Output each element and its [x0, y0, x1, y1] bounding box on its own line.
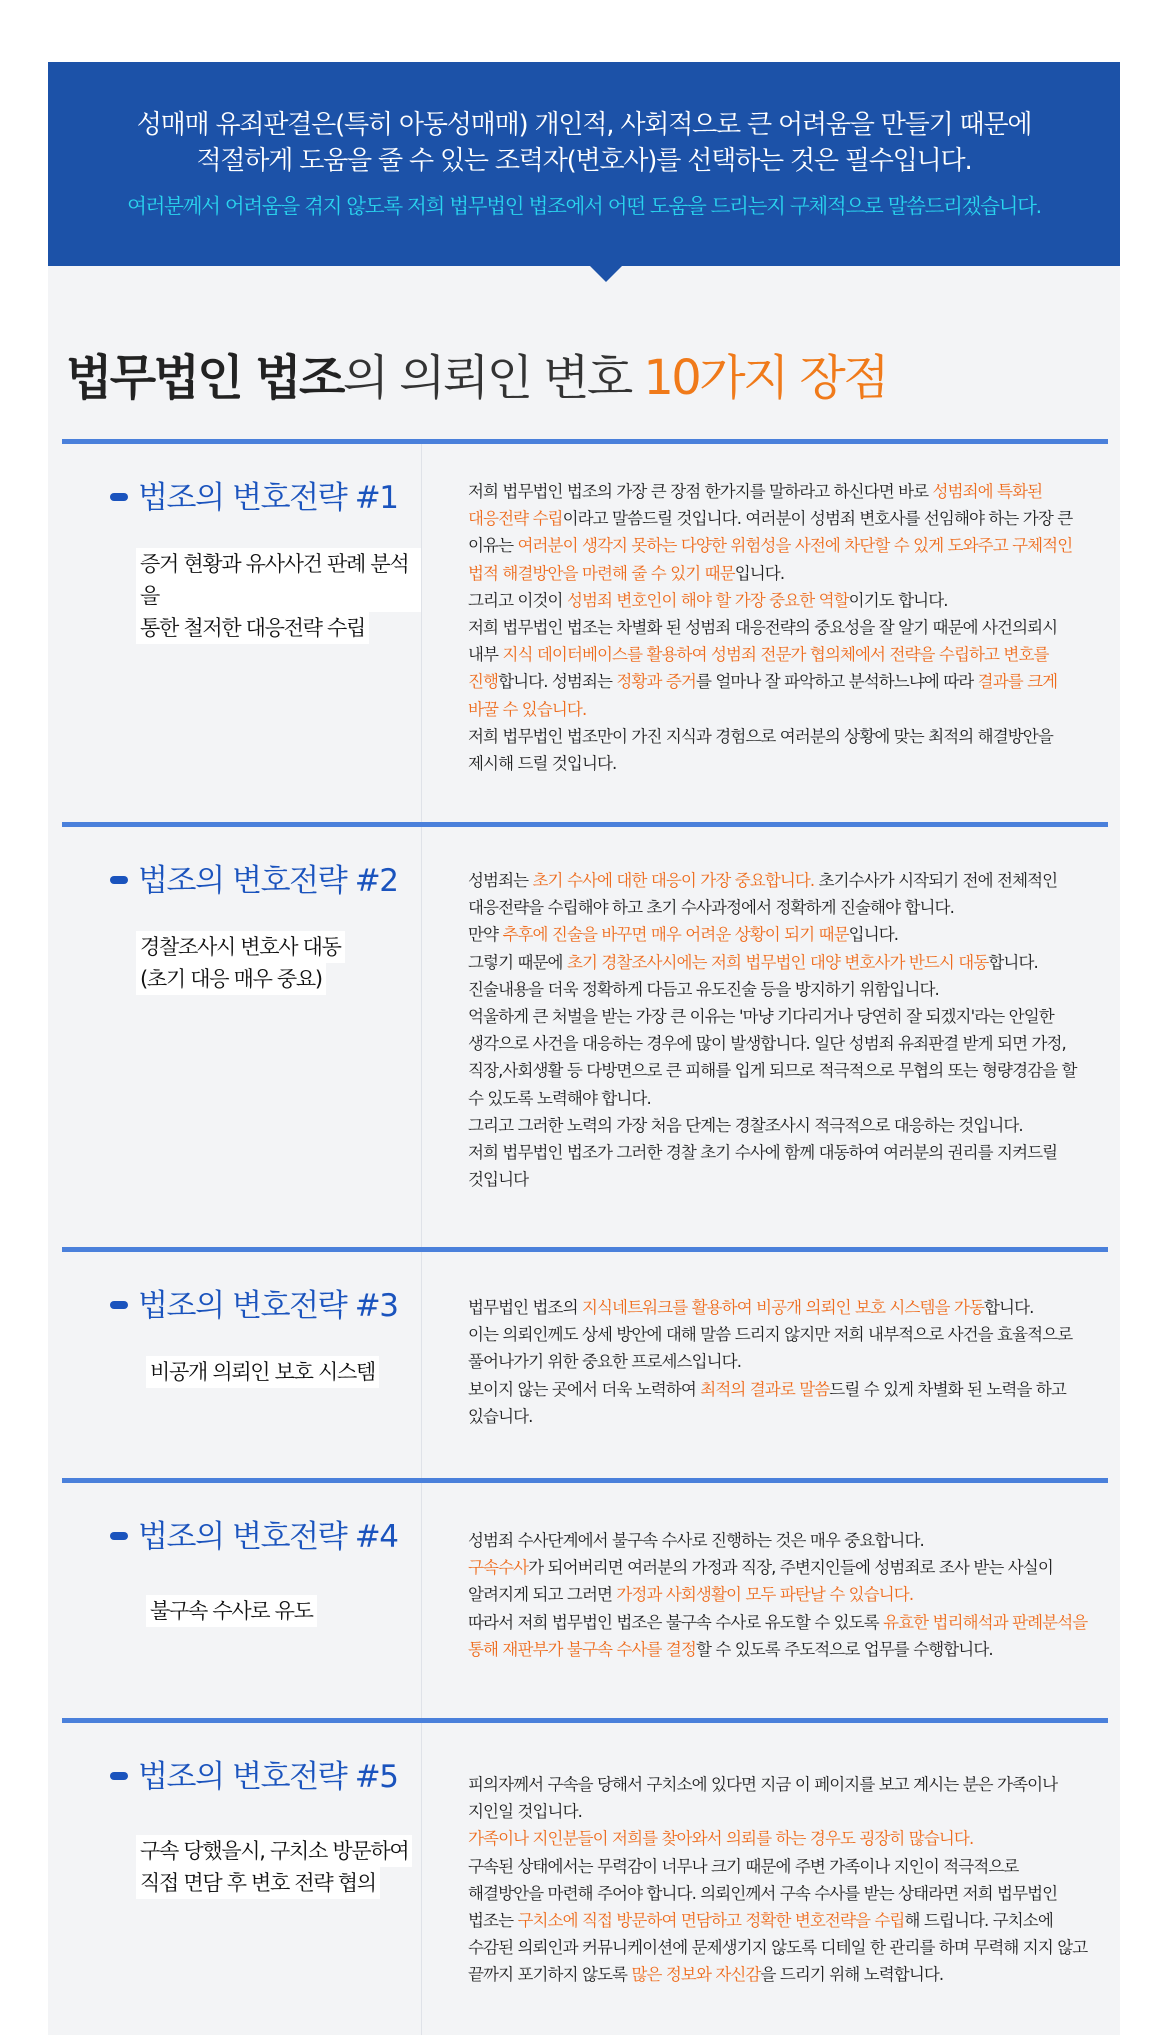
highlight-text: 지식네트워크를 활용하여 비공개 의뢰인 보호 시스템을 가동 — [581, 1298, 985, 1317]
card-left-panel — [62, 1483, 422, 1723]
body-text: 저희 법무법인 법조는 차별화 된 성범죄 대응전략의 중요성을 잘 알기 때문에 사건의뢰시 내부 — [468, 618, 1058, 665]
card-left-panel — [62, 827, 422, 1247]
strategy-heading: 법조의 변호전략 #3 — [110, 1286, 398, 1326]
title-middle: 의 의뢰인 변호 — [342, 350, 644, 406]
body-text: 이라고 말씀드릴 것입니다. 여러분이 성범죄 변호사를 선임해야 하는 가장 큰 이유는 — [468, 509, 1073, 556]
body-text: 가 되어버리면 여러분의 가정과 직장, 주변지인들에 성범죄로 조사 받는 사실이 알려지게 되고 그러면 — [468, 1558, 1053, 1605]
strategy-body — [468, 867, 1088, 1193]
body-text: 해 드립니다. 구치소에 수감된 의뢰인과 커뮤니케이션에 문제생기지 않도록 디테일 한 관리를 하며 무력해 지지 않고 끝까지 포기하지 않도록 — [468, 1911, 1088, 1985]
highlight-text: 성범죄에 특화된 대응전략 수립 — [468, 482, 1043, 529]
strategy-heading: 법조의 변호전략 #4 — [110, 1517, 398, 1557]
body-text: 초기수사가 시작되기 전에 전체적인 대응전략을 수립해야 하고 초기 수사과정에서 정확하게 진술해야 합니다. — [468, 871, 1058, 918]
body-text: 만약 — [468, 925, 503, 945]
highlight-text: 정황과 증거 — [616, 672, 696, 692]
highlight-text: 초기 경찰조사시에는 저희 법무법인 대양 변호사가 반드시 대동 — [566, 952, 989, 972]
strategy-card-3 — [62, 1247, 1108, 1480]
highlight-text: 성범죄 변호인이 해야 할 가장 중요한 역할 — [566, 590, 849, 610]
body-text: 이는 의뢰인께도 상세 방안에 대해 말씀 드리지 않지만 저희 내부적으로 사건을 효율적으로 풀어나가기 위한 중요한 프로세스입니다. — [468, 1325, 1073, 1372]
dash-icon — [110, 1301, 128, 1309]
highlight-text: 추후에 진술을 바꾸면 매우 어려운 상황이 되기 때문 — [502, 925, 849, 945]
strategy-heading: 법조의 변호전략 #2 — [110, 861, 398, 901]
section-title — [66, 348, 887, 408]
highlight-text: 지식 데이터베이스를 활용하여 성범죄 전문가 협의체에서 전략을 수립하고 변호를 진행 — [468, 645, 1049, 692]
highlight-text: 구속수사 — [468, 1558, 529, 1578]
body-text: 그리고 이것이 — [468, 590, 567, 610]
body-text: 을 드리기 위해 노력합니다. — [760, 1965, 944, 1985]
body-text: 성범죄 수사단계에서 불구속 수사로 진행하는 것은 매우 중요합니다. — [468, 1531, 924, 1550]
body-text: 따라서 저희 법무법인 법조은 불구속 수사로 유도할 수 있도록 — [468, 1612, 884, 1632]
strategy-card-5 — [62, 1718, 1108, 2035]
intro-banner — [48, 62, 1120, 266]
highlight-text: 구치소에 직접 방문하여 면담하고 정확한 변호전략을 수립 — [517, 1911, 905, 1931]
body-text: 그렇기 때문에 — [468, 952, 567, 972]
body-text: 할 수 있도록 주도적으로 업무를 수행합니다. — [695, 1639, 993, 1659]
strategy-subtitle: 구속 당했을시, 구치소 방문하여 직접 면담 후 변호 전략 협의 — [136, 1835, 412, 1899]
strategy-subtitle: 경찰조사시 변호사 대동 (초기 대응 매우 중요) — [136, 931, 345, 995]
highlight-text: 최적의 결과로 말씀 — [700, 1379, 830, 1399]
highlight-text: 결과를 크게 바꿀 수 있습니다. — [468, 672, 1058, 719]
strategy-card-2 — [62, 822, 1108, 1247]
strategy-heading: 법조의 변호전략 #5 — [110, 1757, 398, 1797]
card-left-panel — [62, 1252, 422, 1480]
banner-line-3: 여러분께서 어려움을 겪지 않도록 저희 법무법인 법조에서 어떤 도움을 드리는지 구체적으로 말씀드리겠습니다. — [127, 194, 1041, 218]
banner-line-2: 적절하게 도움을 줄 수 있는 조력자(변호사)를 선택하는 것은 필수입니다. — [196, 146, 972, 176]
body-text: 이기도 합니다. — [848, 590, 948, 610]
banner-line-1: 성매매 유죄판결은(특히 아동성매매) 개인적, 사회적으로 큰 어려움을 만들기 때문에 — [136, 110, 1032, 140]
body-text: 성범죄는 — [468, 871, 533, 890]
dash-icon — [110, 1532, 128, 1540]
body-text: 피의자께서 구속을 당해서 구치소에 있다면 지금 이 페이지를 보고 계시는 분은 가족이나 지인일 것입니다. — [468, 1775, 1058, 1822]
body-text: 그리고 그러한 노력의 가장 처음 단계는 경찰조사시 적극적으로 대응하는 것입니다. — [468, 1115, 1023, 1135]
strategy-body — [468, 1771, 1088, 1989]
strategy-card-1 — [62, 439, 1108, 828]
highlight-text: 많은 정보와 자신감 — [631, 1965, 761, 1985]
highlight-text: 가정과 사회생활이 모두 파탄날 수 있습니다. — [616, 1585, 914, 1605]
strategy-body — [468, 1527, 1088, 1663]
strategy-subtitle: 비공개 의뢰인 보호 시스템 — [146, 1356, 379, 1388]
body-text: 구속된 상태에서는 무력감이 너무나 크기 때문에 주변 가족이나 지인이 적극적으로 해결방안을 마련해 주어야 합니다. 의뢰인께서 구속 수사를 받는 상태라면 저희 법무법인 법조는 — [468, 1856, 1058, 1931]
banner-arrow-icon — [590, 266, 622, 282]
strategy-body — [468, 478, 1088, 777]
strategy-card-4 — [62, 1478, 1108, 1723]
body-text: 법무법인 법조의 — [468, 1298, 582, 1317]
highlight-text: 유효한 법리해석과 판례분석을 통해 재판부가 불구속 수사를 결정 — [468, 1612, 1088, 1659]
body-text: 입니다. — [734, 563, 785, 583]
body-text: 저희 법무법인 법조의 가장 큰 장점 한가지를 말하라고 하신다면 바로 — [468, 482, 933, 501]
dash-icon — [110, 493, 128, 501]
highlight-text: 초기 수사에 대한 대응이 가장 중요합니다. — [532, 871, 815, 890]
body-text: 저희 법무법인 법조가 그러한 경찰 초기 수사에 함께 대동하여 여러분의 권리를 지켜드릴 것입니다 — [468, 1143, 1058, 1190]
dash-icon — [110, 1772, 128, 1780]
strategy-heading: 법조의 변호전략 #1 — [110, 478, 398, 518]
highlight-text: 가족이나 지인분들이 저희를 찾아와서 의뢰를 하는 경우도 굉장히 많습니다. — [468, 1829, 974, 1849]
body-text: 드릴 수 있게 차별화 된 노력을 하고 있습니다. — [468, 1379, 1066, 1426]
strategy-subtitle: 불구속 수사로 유도 — [146, 1595, 317, 1627]
highlight-text: 여러분이 생각지 못하는 다양한 위험성을 사전에 차단할 수 있게 도와주고 구체적인 법적 해결방안을 마련해 줄 수 있기 때문 — [468, 536, 1073, 583]
strategy-body — [468, 1294, 1088, 1430]
body-text: 저희 법무법인 법조만이 가진 지식과 경험으로 여러분의 상황에 맞는 최적의 해결방안을 제시해 드릴 것입니다. — [468, 726, 1053, 774]
body-text: 억울하게 큰 처벌을 받는 가장 큰 이유는 '마냥 기다리거나 당연히 잘 되겠지'라는 안일한 생각으로 사건을 대응하는 경우에 많이 발생합니다. 일단 성범죄 유죄판결 받게 되면 가정,직장,사회생활 등 다방면으로 큰 피해를 입게 되므로 적극적으로 무협의 또는 형량경감을 할 수 있도록 노력해야 합니다. — [468, 1007, 1077, 1108]
body-text: 합니다. 진술내용을 더욱 정확하게 다듬고 유도진술 등을 방지하기 위함입니다. — [468, 952, 1038, 999]
strategy-subtitle: 증거 현황과 유사사건 판례 분석을 통한 철저한 대응전략 수립 — [136, 548, 421, 644]
dash-icon — [110, 876, 128, 884]
card-left-panel — [62, 1723, 422, 2035]
body-text: 보이지 않는 곳에서 더욱 노력하여 — [468, 1379, 701, 1399]
body-text: 합니다. — [984, 1298, 1034, 1317]
body-text: 를 얼마나 잘 파악하고 분석하느냐에 따라 — [695, 672, 978, 692]
body-text: 합니다. 성범죄는 — [498, 672, 617, 692]
title-accent: 10가지 장점 — [643, 350, 887, 406]
card-left-panel — [62, 444, 422, 828]
body-text: 입니다. — [848, 925, 899, 945]
title-firm-name: 법무법인 법조 — [66, 350, 343, 406]
